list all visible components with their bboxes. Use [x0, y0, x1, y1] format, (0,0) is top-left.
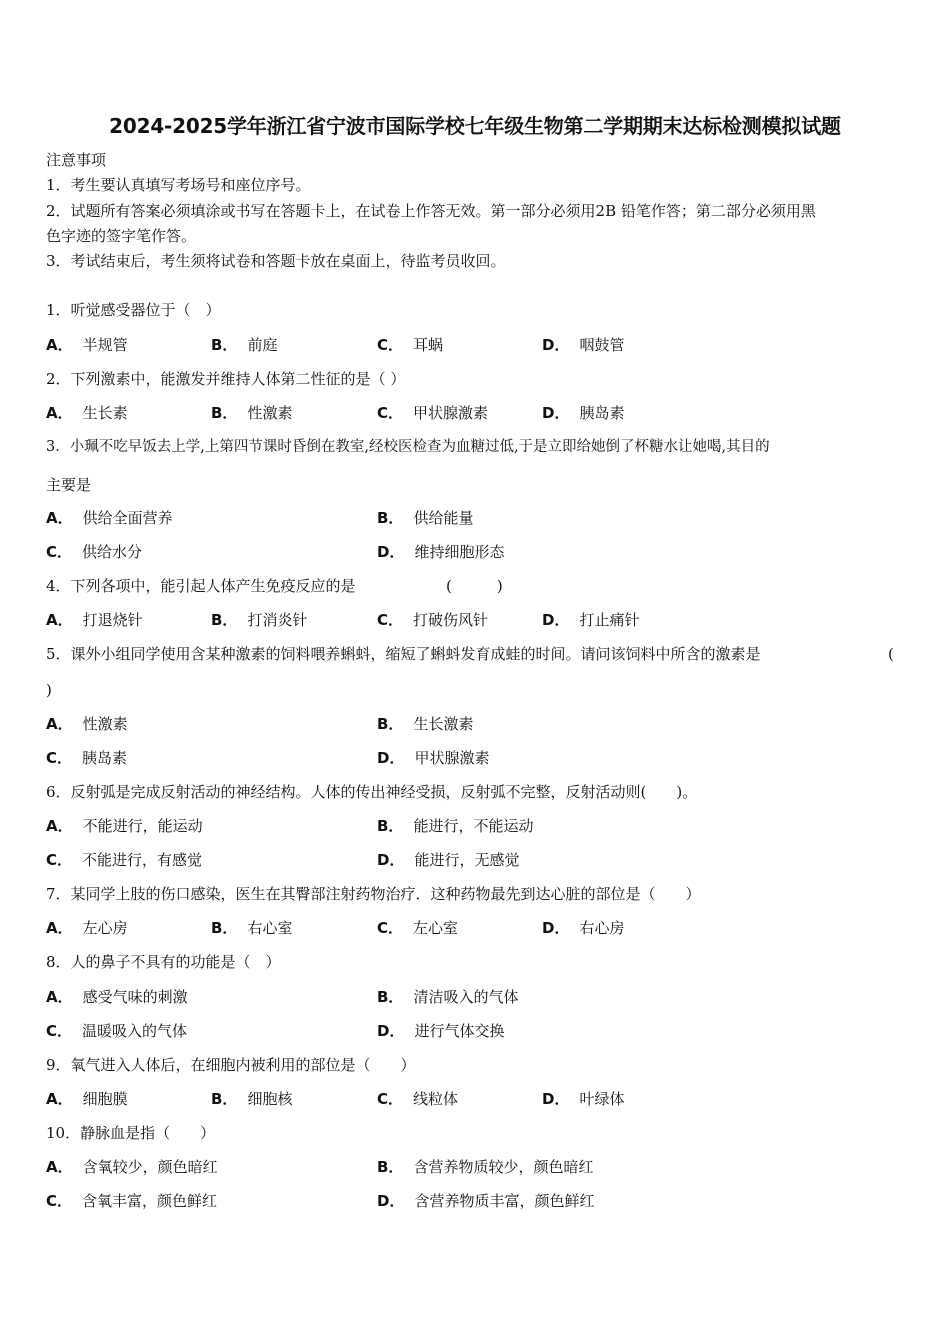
option-3d[interactable]: D． 维持细胞形态	[377, 543, 505, 561]
option-7c[interactable]: C． 左心室	[377, 919, 459, 937]
option-5a[interactable]: A． 性激素	[46, 715, 128, 733]
question-6-stem: 6．反射弧是完成反射活动的神经结构。人体的传出神经受损，反射弧不完整，反射活动则( )。	[46, 783, 698, 801]
option-3b[interactable]: B． 供给能量	[377, 509, 474, 527]
option-2b[interactable]: B． 性激素	[211, 404, 293, 422]
option-4c[interactable]: C． 打破伤风针	[377, 611, 489, 629]
question-3-stem-cont: 主要是	[46, 476, 92, 494]
option-5c[interactable]: C． 胰岛素	[46, 749, 128, 767]
notice-item: 色字迹的签字笔作答。	[46, 227, 197, 245]
option-8b[interactable]: B． 清洁吸入的气体	[377, 988, 519, 1006]
notice-item: 3．考试结束后，考生须将试卷和答题卡放在桌面上，待监考员收回。	[46, 252, 506, 270]
option-10c[interactable]: C． 含氧丰富，颜色鲜红	[46, 1192, 218, 1210]
option-8c[interactable]: C． 温暖吸入的气体	[46, 1022, 188, 1040]
option-3c[interactable]: C． 供给水分	[46, 543, 143, 561]
question-8-stem: 8．人的鼻子不具有的功能是（ ）	[46, 953, 281, 971]
option-9d[interactable]: D． 叶绿体	[542, 1090, 625, 1108]
option-6b[interactable]: B． 能进行，不能运动	[377, 817, 534, 835]
question-5-stem: 5．课外小组同学使用含某种激素的饲料喂养蝌蚪，缩短了蝌蚪发育成蛙的时间。请问该饲料中所含的激素是	[46, 645, 761, 663]
question-1-stem: 1．听觉感受器位于（ ）	[46, 301, 221, 319]
option-10d[interactable]: D． 含营养物质丰富，颜色鲜红	[377, 1192, 595, 1210]
option-3a[interactable]: A． 供给全面营养	[46, 509, 173, 527]
option-7a[interactable]: A． 左心房	[46, 919, 128, 937]
exam-title: 2024-2025学年浙江省宁波市国际学校七年级生物第二学期期末达标检测模拟试题	[109, 114, 841, 138]
option-1a[interactable]: A． 半规管	[46, 336, 128, 354]
option-6a[interactable]: A． 不能进行，能运动	[46, 817, 203, 835]
option-4a[interactable]: A． 打退烧针	[46, 611, 143, 629]
notice-item: 2．试题所有答案必须填涂或书写在答题卡上，在试卷上作答无效。第一部分必须用2B 铅笔作答；第二部分必须用黑	[46, 202, 816, 220]
option-7b[interactable]: B． 右心室	[211, 919, 293, 937]
question-2-stem: 2．下列激素中，能激发并维持人体第二性征的是（ ）	[46, 370, 406, 388]
question-5-answer-blank-close: )	[46, 681, 52, 699]
question-4-answer-blank: ( )	[446, 577, 503, 595]
option-6d[interactable]: D． 能进行，无感觉	[377, 851, 520, 869]
option-2c[interactable]: C． 甲状腺激素	[377, 404, 489, 422]
notice-heading: 注意事项	[46, 151, 107, 169]
option-1c[interactable]: C． 耳蜗	[377, 336, 444, 354]
option-10b[interactable]: B． 含营养物质较少，颜色暗红	[377, 1158, 594, 1176]
option-4b[interactable]: B． 打消炎针	[211, 611, 308, 629]
option-5b[interactable]: B． 生长激素	[377, 715, 474, 733]
option-4d[interactable]: D． 打止痛针	[542, 611, 640, 629]
option-8a[interactable]: A． 感受气味的刺激	[46, 988, 188, 1006]
option-1d[interactable]: D． 咽鼓管	[542, 336, 625, 354]
question-5-answer-blank-open: (	[888, 645, 894, 663]
question-9-stem: 9．氧气进入人体后，在细胞内被利用的部位是（ ）	[46, 1056, 416, 1074]
notice-item: 1．考生要认真填写考场号和座位序号。	[46, 176, 311, 194]
option-1b[interactable]: B． 前庭	[211, 336, 278, 354]
option-10a[interactable]: A． 含氧较少，颜色暗红	[46, 1158, 218, 1176]
option-9b[interactable]: B． 细胞核	[211, 1090, 293, 1108]
question-3-stem: 3．小珮不吃早饭去上学,上第四节课时昏倒在教室,经校医检查为血糖过低,于是立即给她倒了杯糖水让她喝,其目的	[46, 439, 770, 455]
question-10-stem: 10．静脉血是指（ ）	[46, 1124, 216, 1142]
option-9a[interactable]: A． 细胞膜	[46, 1090, 128, 1108]
option-9c[interactable]: C． 线粒体	[377, 1090, 459, 1108]
option-6c[interactable]: C． 不能进行，有感觉	[46, 851, 203, 869]
option-8d[interactable]: D． 进行气体交换	[377, 1022, 505, 1040]
option-2a[interactable]: A． 生长素	[46, 404, 128, 422]
question-4-stem: 4．下列各项中，能引起人体产生免疫反应的是	[46, 577, 356, 595]
option-2d[interactable]: D． 胰岛素	[542, 404, 625, 422]
option-5d[interactable]: D． 甲状腺激素	[377, 749, 490, 767]
question-7-stem: 7．某同学上肢的伤口感染，医生在其臀部注射药物治疗．这种药物最先到达心脏的部位是（ ）	[46, 885, 701, 903]
option-7d[interactable]: D． 右心房	[542, 919, 625, 937]
